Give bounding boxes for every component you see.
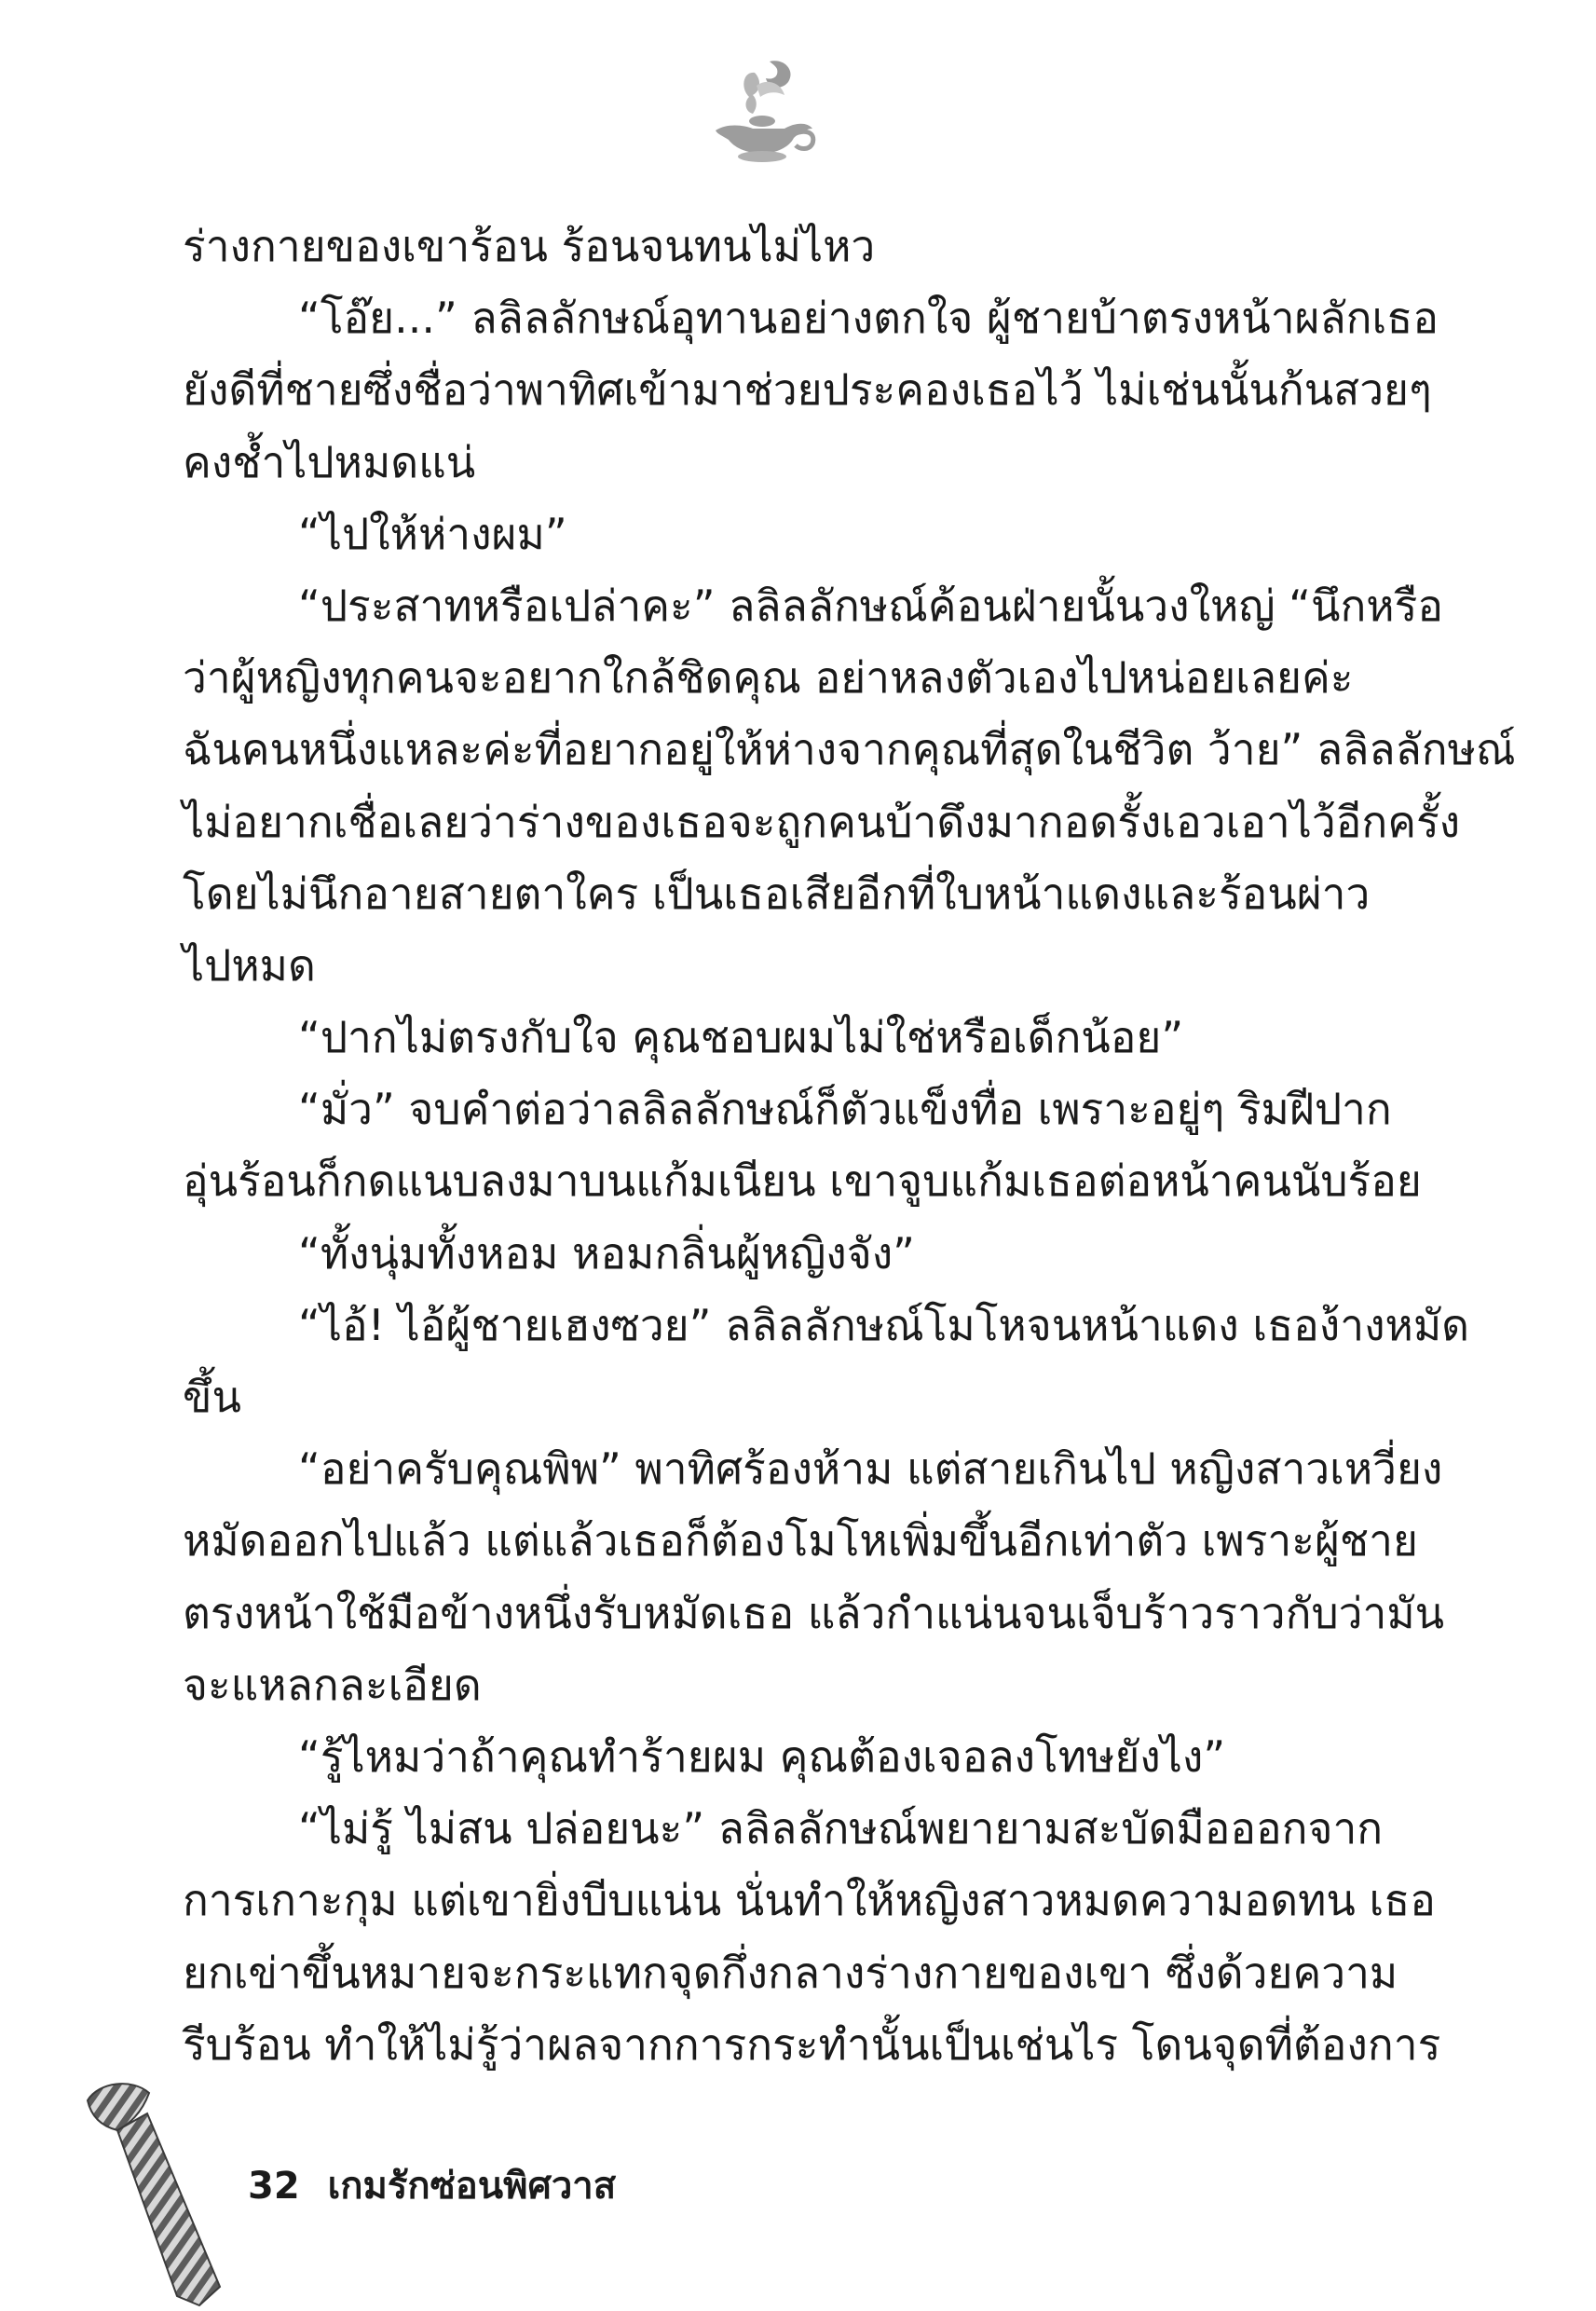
text-line: ว่าผู้หญิงทุกคนจะอยากใกล้ชิดคุณ อย่าหลงตัวเองไปหน่อยเลยค่ะ xyxy=(183,652,1354,704)
text-line: “ปากไม่ตรงกับใจ คุณชอบผมไม่ใช่หรือเด็กน้อย” xyxy=(298,1012,1184,1063)
page-number: 32 xyxy=(248,2165,300,2208)
text-line: โดยไม่นึกอายสายตาใคร เป็นเธอเสียอีกที่ใบหน้าแดงและร้อนผ่าว xyxy=(183,868,1371,919)
text-line: ยกเข่าขึ้นหมายจะกระแทกจุดกึ่งกลางร่างกายของเขา ซึ่งด้วยความ xyxy=(183,1947,1398,1998)
text-line: “มั่ว” จบคำต่อว่าลลิลลักษณ์ก็ตัวแข็งทื่อ เพราะอยู่ๆ ริมฝีปาก xyxy=(298,1084,1392,1135)
text-line: ร่างกายของเขาร้อน ร้อนจนทนไม่ไหว xyxy=(183,221,876,271)
page-footer xyxy=(248,2158,616,2214)
text-line: “รู้ไหมว่าถ้าคุณทำร้ายผม คุณต้องเจอลงโทษยังไง” xyxy=(298,1730,1226,1782)
text-line: “โอ๊ย...” ลลิลลักษณ์อุทานอย่างตกใจ ผู้ชายบ้าตรงหน้าผลักเธอ xyxy=(298,293,1439,344)
text-line: ขึ้น xyxy=(183,1372,241,1422)
text-line: หมัดออกไปแล้ว แต่แล้วเธอก็ต้องโมโหเพิ่มขึ้นอีกเท่าตัว เพราะผู้ชาย xyxy=(183,1515,1418,1566)
text-line: “ไม่รู้ ไม่สน ปล่อยนะ” ลลิลลักษณ์พยายามสะบัดมือออกจาก xyxy=(298,1803,1384,1854)
text-line: ไม่อยากเชื่อเลยว่าร่างของเธอจะถูกคนบ้าดึงมากอดรั้งเอวเอาไว้อีกครั้ง xyxy=(183,796,1461,847)
text-line: “ประสาทหรือเปล่าคะ” ลลิลลักษณ์ค้อนฝ่ายนั้นวงใหญ่ “นึกหรือ xyxy=(298,580,1443,631)
text-line: ฉันคนหนึ่งแหละค่ะที่อยากอยู่ให้ห่างจากคุณที่สุดในชีวิต ว้าย” ลลิลลักษณ์ xyxy=(183,724,1516,775)
text-line: ตรงหน้าใช้มือข้างหนึ่งรับหมัดเธอ แล้วกำแน่นจนเจ็บร้าวราวกับว่ามัน xyxy=(183,1587,1445,1638)
book-title: เกมรักซ่อนพิศวาส xyxy=(327,2165,617,2208)
text-line: ยังดีที่ชายซึ่งชื่อว่าพาทิศเข้ามาช่วยประคองเธอไว้ ไม่เช่นนั้นก้นสวยๆ xyxy=(183,364,1432,416)
necktie-icon xyxy=(80,2076,229,2309)
text-line: “ทั้งนุ่มทั้งหอม หอมกลิ่นผู้หญิงจัง” xyxy=(298,1227,915,1279)
text-line: ไปหมด xyxy=(183,939,316,991)
text-line: การเกาะกุม แต่เขายิ่งบีบแน่น นั่นทำให้หญิงสาวหมดความอดทน เธอ xyxy=(183,1875,1436,1926)
text-line: รีบร้อน ทำให้ไม่รู้ว่าผลจากการกระทำนั้นเป็นเช่นไร โดนจุดที่ต้องการ xyxy=(183,2018,1441,2070)
body-text xyxy=(183,211,1516,2081)
genie-lamp-icon xyxy=(688,54,837,166)
text-line: “อย่าครับคุณพิพ” พาทิศร้องห้าม แต่สายเกินไป หญิงสาวเหวี่ยง xyxy=(298,1443,1443,1495)
text-line: “ไอ้! ไอ้ผู้ชายเฮงซวย” ลลิลลักษณ์โมโหจนหน้าแดง เธอง้างหมัด xyxy=(298,1299,1470,1350)
text-line: อุ่นร้อนก็กดแนบลงมาบนแก้มเนียน เขาจูบแก้มเธอต่อหน้าคนนับร้อย xyxy=(183,1156,1422,1207)
text-line: “ไปให้ห่างผม” xyxy=(298,508,567,559)
text-line: คงช้ำไปหมดแน่ xyxy=(183,436,476,487)
text-line: จะแหลกละเอียด xyxy=(183,1659,482,1710)
